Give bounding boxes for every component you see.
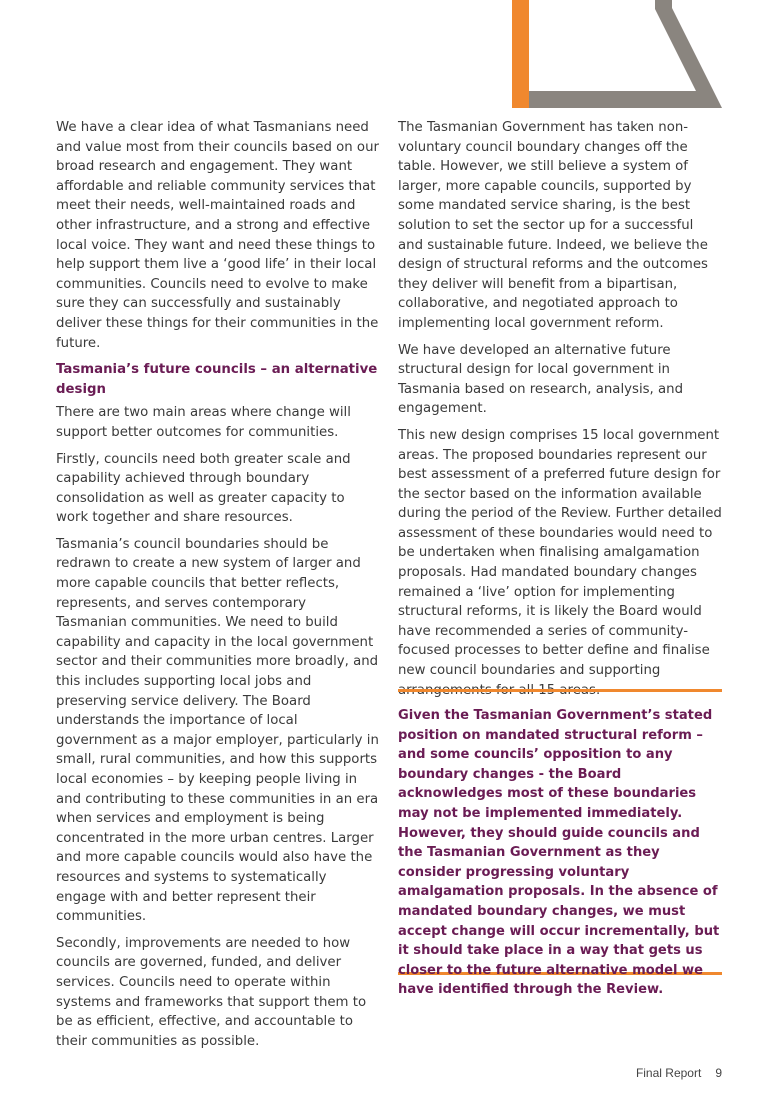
corner-bracket-decoration [500, 0, 730, 110]
callout-box [398, 689, 722, 998]
page-number: 9 [715, 1066, 722, 1080]
right-paragraph-2: We have developed an alternative future structural design for local government in Tasmania based on research, analysis, and engagement. [398, 342, 684, 417]
right-paragraph-1: The Tasmanian Government has taken non-voluntary council boundary changes off the table. However, we still believe a system of larger, more capable councils, supported by some mandated service sharing, is the best solution to set the sector up for a successful and sustainable future. Indeed, we believe the design of structural reforms and the outcomes they deliver will benefit from a bipartisan, collaborative, and negotiated approach to implementing local government reform. [398, 120, 708, 331]
page-footer [636, 1066, 722, 1080]
right-paragraph-3: This new design comprises 15 local government areas. The proposed boundaries represent our best assessment of a preferred future design for the sector based on the information available during the period of the Review. Further detailed assessment of these boundaries would need to be undertaken when finalising amalgamation proposals. Had mandated boundary changes remained a ‘live’ option for implementing structural reforms, it is likely the Board would have recommended a series of community-focused processes to better define and finalise new council boundaries and supporting arrangements for all 15 areas. [398, 427, 722, 698]
orange-bar-shape [512, 0, 529, 108]
grey-bracket-shape [526, 0, 722, 108]
left-paragraph-2: There are two main areas where change will support better outcomes for communities. [56, 405, 351, 440]
footer-label: Final Report [635, 1066, 702, 1080]
callout-text: Given the Tasmanian Government’s stated position on mandated structural reform – and some councils’ opposition to any boundary changes - the Board acknowledges most of these boundaries may not be implemented immediately. However, they should guide councils and the Tasmanian Government as they consider progressing voluntary amalgamation proposals. In the absence of mandated boundary changes, we must accept change will occur incrementally, but it should take place in a way that gets us closer to the future alternative model we have identified through the Review. [398, 708, 720, 998]
left-paragraph-5: Secondly, improvements are needed to how councils are governed, funded, and deliver services. Councils need to operate within systems and frameworks that support them to be as efficient, effective, and accountable to their communities as possible. [56, 935, 367, 1049]
left-column [56, 118, 380, 1058]
left-paragraph-1: We have a clear idea of what Tasmanians need and value most from their councils based on our broad research and engagement. They want affordable and reliable community services that meet their needs, well-maintained roads and other infrastructure, and a strong and effective local voice. They want and need these things to help support them live a ‘good life’ in their local communities. Councils need to evolve to make sure they can successfully and sustainably deliver these things for their communities in the future. [56, 120, 379, 351]
left-paragraph-4: Tasmania’s council boundaries should be redrawn to create a new system of larger and more capable councils that better reflects, represents, and serves contemporary Tasmanian communities. We need to build capability and capacity in the local government sector and their communities more broadly, and this includes supporting local jobs and preserving service delivery. The Board understands the importance of local government as a major employer, particularly in small, rural communities, and how this supports local economies – by keeping people living in and contributing to these communities in an era when services and employment is being concentrated in the more urban centres. Larger and more capable councils would also have the resources and systems to systematically engage with and better represent their communities. [56, 536, 379, 925]
right-column [398, 118, 722, 707]
section-subheading: Tasmania’s future councils – an alternative design [56, 362, 378, 397]
left-paragraph-3: Firstly, councils need both greater scale and capability achieved through boundary consolidation as well as greater capacity to work together and share resources. [56, 451, 351, 526]
